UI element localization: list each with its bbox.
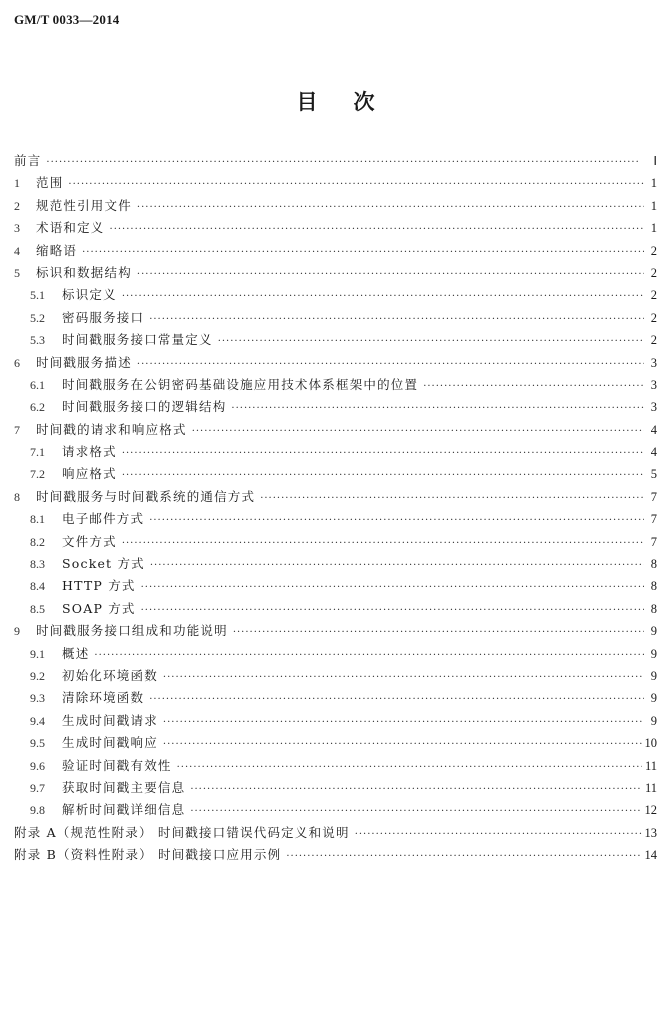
toc-entry-page: 14 — [644, 848, 657, 863]
toc-entry-number: 8.1 — [30, 512, 45, 527]
toc-entry-title: 验证时间戳有效性 — [62, 757, 172, 773]
toc-entry-title: 时间戳服务在公钥密码基础设施应用技术体系框架中的位置 — [62, 376, 419, 392]
toc-entry-number: 9 — [14, 624, 20, 639]
toc-leader-dots — [177, 762, 642, 773]
toc-leader-dots — [260, 493, 644, 504]
toc-entry[interactable] — [14, 241, 657, 263]
toc-leader-dots — [163, 717, 644, 728]
toc-leader-dots — [218, 336, 644, 347]
toc-entry[interactable] — [14, 532, 657, 554]
toc-entry-number: 8.2 — [30, 534, 45, 549]
toc-entry-title: 时间戳服务接口常量定义 — [62, 332, 213, 348]
toc-entry-title: Socket 方式 — [62, 556, 145, 572]
toc-entry-title: 术语和定义 — [36, 220, 105, 236]
toc-entry[interactable] — [14, 375, 657, 397]
toc-entry-number: 9.6 — [30, 758, 45, 773]
toc-entry[interactable] — [14, 756, 657, 778]
toc-entry-number: 6.1 — [30, 377, 45, 392]
toc-entry[interactable] — [14, 151, 657, 173]
toc-entry-number: 5 — [14, 265, 20, 280]
toc-leader-dots — [110, 224, 644, 235]
toc-entry-title: 概述 — [62, 645, 90, 661]
toc-entry-title: HTTP 方式 — [62, 578, 136, 594]
toc-entry[interactable] — [14, 800, 657, 822]
toc-entry-title: 获取时间戳主要信息 — [62, 779, 186, 795]
toc-entry-title: 响应格式 — [62, 466, 117, 482]
toc-entry-page: 4 — [650, 422, 657, 437]
toc-entry[interactable] — [14, 308, 657, 330]
toc-entry-number: 9.5 — [30, 736, 45, 751]
toc-leader-dots — [233, 627, 644, 638]
toc-entry-number: 6 — [14, 355, 20, 370]
toc-entry-page: 9 — [650, 646, 657, 661]
toc-entry-title: 请求格式 — [62, 444, 117, 460]
toc-entry-number: 5.1 — [30, 288, 45, 303]
toc-leader-dots — [286, 851, 641, 862]
toc-entry-page: 7 — [650, 489, 657, 504]
toc-entry-number: 5.2 — [30, 310, 45, 325]
toc-entry-page: 2 — [650, 333, 657, 348]
toc-leader-dots — [149, 694, 644, 705]
toc-entry-number: 7.2 — [30, 467, 45, 482]
toc-leader-dots — [163, 672, 644, 683]
toc-entry-title: 初始化环境函数 — [62, 667, 158, 683]
toc-entry-page: Ⅰ — [653, 154, 657, 168]
toc-entry-title: 规范性引用文件 — [36, 197, 132, 213]
toc-entry-page: 9 — [650, 668, 657, 683]
toc-leader-dots — [149, 515, 644, 526]
toc-entry-page: 2 — [650, 288, 657, 303]
document-code: GM/T 0033—2014 — [14, 12, 120, 27]
toc-entry-title: 前言 — [14, 153, 42, 168]
toc-entry-page: 2 — [650, 310, 657, 325]
toc-entry[interactable] — [14, 442, 657, 464]
toc-entry[interactable] — [14, 576, 657, 598]
toc-entry-title: 清除环境函数 — [62, 690, 145, 706]
toc-entry[interactable] — [14, 353, 657, 375]
toc-entry-number: 9.3 — [30, 691, 45, 706]
toc-leader-dots — [190, 806, 641, 817]
toc-entry[interactable] — [14, 330, 657, 352]
toc-leader-dots — [192, 426, 644, 437]
toc-entry-number: 9.1 — [30, 646, 45, 661]
toc-entry-title: 生成时间戳响应 — [62, 735, 158, 751]
toc-entry[interactable] — [14, 666, 657, 688]
toc-entry-title: 电子邮件方式 — [62, 511, 145, 527]
toc-entry[interactable] — [14, 464, 657, 486]
page-title: 目次 — [296, 90, 411, 114]
toc-entry-number: 1 — [14, 176, 20, 191]
toc-entry[interactable] — [14, 263, 657, 285]
toc-leader-dots — [137, 202, 644, 213]
toc-leader-dots — [163, 739, 642, 750]
toc-entry[interactable] — [14, 420, 657, 442]
toc-entry-title: 解析时间戳详细信息 — [62, 802, 186, 818]
toc-entry-number: 9.4 — [30, 713, 45, 728]
toc-entry[interactable] — [14, 397, 657, 419]
toc-leader-dots — [46, 157, 644, 168]
toc-entry-number: 8.5 — [30, 601, 45, 616]
toc-entry[interactable] — [14, 218, 657, 240]
toc-entry-number: 5.3 — [30, 333, 45, 348]
toc-entry[interactable] — [14, 285, 657, 307]
toc-entry-page: 8 — [650, 557, 657, 572]
toc-entry[interactable] — [14, 173, 657, 195]
toc-entry-number: 4 — [14, 243, 20, 258]
toc-leader-dots — [149, 314, 644, 325]
toc-entry-number: 8.4 — [30, 579, 45, 594]
toc-leader-dots — [355, 829, 642, 840]
toc-entry-title: 生成时间戳请求 — [62, 712, 158, 728]
toc-entry[interactable] — [14, 733, 657, 755]
toc-leader-dots — [141, 605, 644, 616]
toc-entry-page: 11 — [644, 758, 657, 773]
toc-entry-title: 时间戳服务描述 — [36, 354, 132, 370]
toc-entry-page: 2 — [650, 243, 657, 258]
toc-leader-dots — [122, 538, 644, 549]
toc-entry[interactable] — [14, 599, 657, 621]
toc-entry-number: 9.8 — [30, 803, 45, 818]
toc-leader-dots — [68, 179, 644, 190]
toc-entry-number: 9.7 — [30, 780, 45, 795]
toc-entry-title: 附录 A（规范性附录） 时间戳接口错误代码定义和说明 — [14, 824, 350, 840]
toc-entry[interactable] — [14, 845, 657, 867]
toc-entry-page: 9 — [650, 624, 657, 639]
toc-entry-number: 7 — [14, 422, 20, 437]
toc-entry[interactable] — [14, 509, 657, 531]
toc-leader-dots — [137, 269, 644, 280]
toc-entry-title: 时间戳的请求和响应格式 — [36, 421, 187, 437]
toc-leader-dots — [122, 470, 644, 481]
toc-entry[interactable] — [14, 487, 657, 509]
toc-entry[interactable] — [14, 688, 657, 710]
toc-entry-number: 2 — [14, 198, 20, 213]
toc-entry-title: 时间戳服务接口的逻辑结构 — [62, 399, 227, 415]
toc-entry-page: 1 — [650, 221, 657, 236]
toc-leader-dots — [122, 448, 644, 459]
toc-entry-page: 12 — [644, 803, 657, 818]
toc-entry-page: 7 — [650, 534, 657, 549]
toc-leader-dots — [231, 403, 644, 414]
toc-entry-page: 8 — [650, 601, 657, 616]
toc-entry-title: 附录 B（资料性附录） 时间戳接口应用示例 — [14, 847, 282, 863]
toc-leader-dots — [82, 247, 644, 258]
toc-entry-number: 8.3 — [30, 557, 45, 572]
toc-entry-title: 时间戳服务接口组成和功能说明 — [36, 623, 228, 639]
toc-entry-page: 11 — [644, 780, 657, 795]
toc-entry-page: 9 — [650, 691, 657, 706]
toc-entry[interactable] — [14, 823, 657, 845]
table-of-contents — [14, 151, 657, 868]
toc-entry-page: 9 — [650, 713, 657, 728]
toc-entry-page: 4 — [650, 445, 657, 460]
toc-entry-number: 6.2 — [30, 400, 45, 415]
toc-entry-page: 3 — [650, 377, 657, 392]
toc-entry-number: 3 — [14, 221, 20, 236]
toc-entry-title: 缩略语 — [36, 242, 78, 258]
toc-leader-dots — [141, 582, 644, 593]
toc-entry[interactable] — [14, 554, 657, 576]
toc-entry-number: 7.1 — [30, 445, 45, 460]
toc-entry[interactable] — [14, 778, 657, 800]
toc-entry-page: 1 — [650, 176, 657, 191]
toc-entry[interactable] — [14, 644, 657, 666]
toc-entry-number: 9.2 — [30, 668, 45, 683]
toc-entry-title: 文件方式 — [62, 533, 117, 549]
toc-entry-title: 标识定义 — [62, 287, 117, 303]
toc-leader-dots — [423, 381, 644, 392]
toc-entry-title: 时间戳服务与时间戳系统的通信方式 — [36, 488, 256, 504]
toc-leader-dots — [150, 560, 644, 571]
toc-entry-title: 密码服务接口 — [62, 309, 145, 325]
toc-entry-page: 13 — [644, 825, 657, 840]
toc-entry-title: 范围 — [36, 175, 64, 191]
toc-entry-page: 3 — [650, 355, 657, 370]
toc-entry[interactable] — [14, 196, 657, 218]
toc-entry[interactable] — [14, 621, 657, 643]
toc-entry-number: 8 — [14, 489, 20, 504]
toc-entry-page: 1 — [650, 198, 657, 213]
toc-entry-page: 8 — [650, 579, 657, 594]
toc-entry-page: 3 — [650, 400, 657, 415]
toc-leader-dots — [94, 650, 644, 661]
toc-leader-dots — [190, 784, 642, 795]
toc-entry-title: SOAP 方式 — [62, 600, 136, 616]
toc-leader-dots — [122, 291, 644, 302]
toc-leader-dots — [137, 359, 644, 370]
toc-entry-page: 7 — [650, 512, 657, 527]
toc-entry[interactable] — [14, 711, 657, 733]
toc-entry-page: 2 — [650, 265, 657, 280]
toc-entry-title: 标识和数据结构 — [36, 264, 132, 280]
toc-entry-page: 10 — [644, 736, 657, 751]
toc-entry-page: 5 — [650, 467, 657, 482]
